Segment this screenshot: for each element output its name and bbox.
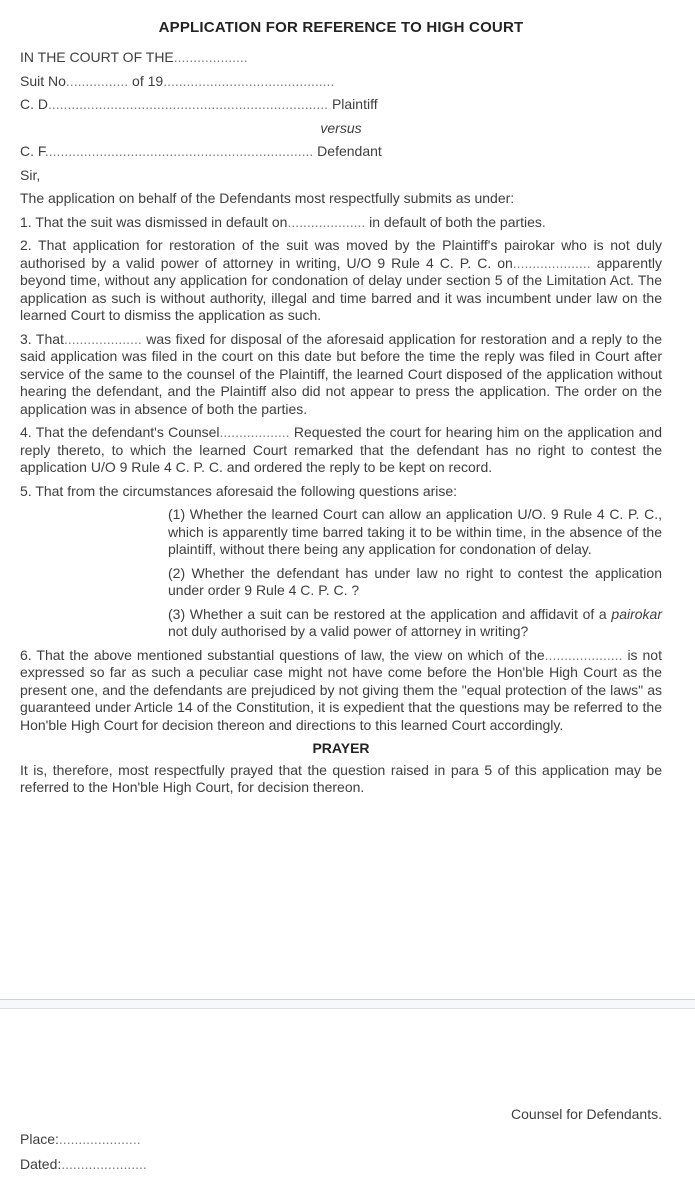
- salutation: Sir,: [20, 166, 41, 183]
- paragraph-4-text-cont: Requested the court for hearing him on the application and reply thereto, to which the learned Court remarked that the defendant has no right to contest the application U/O 9 Rule 4 C. P. C. and ordered the reply to be kept on record.: [20, 424, 662, 475]
- versus-label: versus: [320, 119, 362, 136]
- dated-label: Dated:: [20, 1156, 62, 1172]
- dotted-blank: ....................: [63, 330, 142, 347]
- paragraph-3-text-cont: was fixed for disposal of the aforesaid application for restoration and a reply to the said application was filed in the court on this date but before the time the reply was filed in Court after service of the same to the counsel of the Plaintiff, the learned Court disposed of the application without hearing the defendant, and the Plaintiff also did not appear to press the application. The order on the application was in absence of both the parties.: [20, 330, 663, 417]
- suit-year-label: of 19: [128, 72, 164, 89]
- paragraph-4-text: 4. That the defendant's Counsel: [20, 424, 220, 440]
- dotted-blank: ......................: [61, 1156, 147, 1172]
- suit-number-label: Suit No: [20, 72, 66, 89]
- place-label: Place:: [20, 1131, 59, 1147]
- prayer-heading: PRAYER: [312, 740, 370, 756]
- paragraph-1: [20, 214, 662, 232]
- dotted-blank: ....................: [287, 213, 366, 230]
- intro-paragraph: The application on behalf of the Defendants most respectfully submits as under:: [20, 190, 515, 206]
- paragraph-6-text-cont: is not expressed so far as such a peculiar case might not have come before the Hon'ble High Court as the present one, and the defendants are prejudiced by not giving them the "equal protection of the laws" as guaranteed under Article 14 of the Constitution, it is expedient that the questions may be referred to the Hon'ble High Court for decision thereon and directions to this learned Court accordingly.: [20, 646, 662, 733]
- defendant-label: Defendant: [313, 143, 382, 159]
- document-title: APPLICATION FOR REFERENCE TO HIGH COURT: [158, 19, 524, 36]
- paragraph-3: [20, 331, 662, 419]
- paragraph-1-text-cont: in default of both the parties.: [365, 213, 546, 230]
- question-3-text-cont: not duly authorised by a valid power of attorney in writing?: [168, 623, 529, 639]
- place-line: [20, 1131, 141, 1149]
- defendant-initials: C. F: [20, 143, 45, 159]
- suit-number-line: [20, 73, 662, 91]
- question-3: [168, 606, 662, 641]
- dotted-blank: ....................: [512, 254, 591, 271]
- prayer-paragraph: It is, therefore, most respectfully prayed that the question raised in para 5 of this application may be referred to the Hon'ble High Court, for decision thereon.: [20, 763, 662, 795]
- page-break-divider: [0, 999, 695, 1009]
- paragraph-6: [20, 647, 662, 735]
- question-1: (1) Whether the learned Court can allow an application U/O. 9 Rule 4 C. P. C., which is apparently time barred taking it to be within time, in the absence of the plaintiff, without there being any application for condonation of delay.: [168, 506, 662, 557]
- paragraph-3-text: 3. That: [20, 330, 64, 347]
- paragraph-2-text: 2. That application for restoration of the suit was moved by the Plaintiff's pairokar who is not duly authorised by a valid power of attorney in writing, U/O 9 Rule 4 C. P. C. on: [20, 237, 662, 271]
- plaintiff-initials: C. D: [20, 96, 48, 112]
- court-line: [20, 49, 662, 67]
- paragraph-2-text-cont: apparently beyond time, without any application for condonation of delay under section 5 of the Limitation Act. The application as such is without authority, illegal and time barred and it was incumbent under law on the learned Court to dismiss the application as such.: [20, 254, 662, 323]
- document-page: [20, 19, 662, 803]
- dated-line: [20, 1156, 147, 1174]
- page-edge-clip: [20, 764, 662, 803]
- court-line-label: IN THE COURT OF THE: [20, 49, 174, 65]
- dotted-blank: ................: [65, 72, 129, 89]
- paragraph-6-text: 6. That the above mentioned substantial questions of law, the view on which of the: [20, 646, 545, 663]
- dotted-blank: .....................: [58, 1131, 141, 1147]
- dotted-blank: ........................................................................: [48, 96, 329, 112]
- dotted-blank: ..................: [219, 424, 290, 440]
- dotted-blank: .....................................................................: [44, 143, 314, 159]
- question-3-italic-term: pairokar: [611, 605, 662, 622]
- defendant-line: [20, 143, 662, 161]
- paragraph-4: [20, 424, 662, 477]
- paragraph-1-text: 1. That the suit was dismissed in default on: [20, 213, 288, 230]
- question-3-text: (3) Whether a suit can be restored at the application and affidavit of a: [168, 605, 612, 622]
- counsel-signature: Counsel for Defendants.: [511, 1106, 662, 1122]
- paragraph-2: [20, 237, 662, 325]
- paragraph-5: 5. That from the circumstances aforesaid the following questions arise:: [20, 482, 458, 499]
- question-2: (2) Whether the defendant has under law no right to contest the application under order 9 Rule 4 C. P. C. ?: [168, 564, 662, 598]
- plaintiff-line: [20, 96, 662, 114]
- dotted-blank: ...................: [173, 49, 248, 65]
- plaintiff-label: Plaintiff: [328, 96, 378, 112]
- dotted-blank: ....................: [544, 646, 623, 663]
- dotted-blank: ............................................: [163, 72, 335, 89]
